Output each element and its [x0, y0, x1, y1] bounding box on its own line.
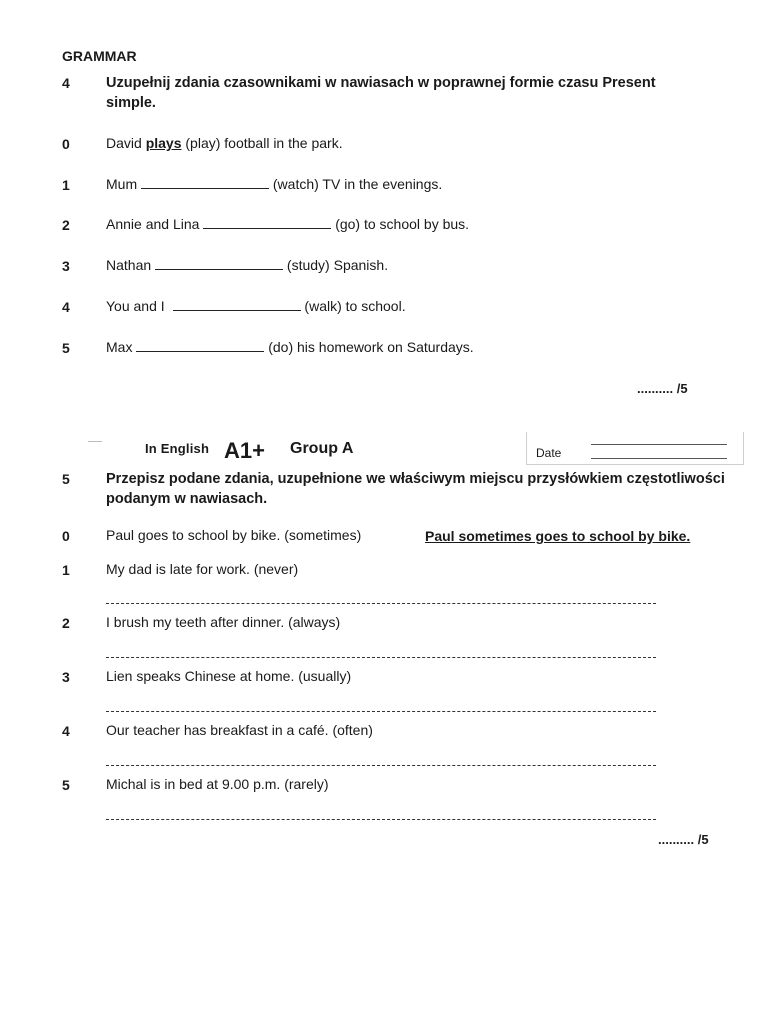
task-5-item-3-answer-line[interactable]: [106, 711, 656, 712]
answer-blank[interactable]: [155, 257, 283, 270]
task-5-number: 5: [62, 471, 70, 487]
task-4-item-1-number: 1: [62, 177, 70, 193]
item-text-after: (walk) to school.: [300, 298, 406, 314]
task-4-item-3: [106, 257, 388, 273]
task-5-item-2-sentence: I brush my teeth after dinner. (always): [106, 614, 341, 630]
item-text-after: (do) his homework on Saturdays.: [264, 339, 474, 355]
task-5-item-3-sentence: Lien speaks Chinese at home. (usually): [106, 668, 352, 684]
task-5-item-5-number: 5: [62, 777, 70, 793]
example-answer: plays: [145, 135, 182, 151]
item-text-after: (study) Spanish.: [283, 257, 389, 273]
task-4-score: .......... /5: [637, 381, 688, 396]
task-4-item-0: [106, 135, 343, 151]
item-text-before: Max: [106, 339, 137, 355]
task-5-item-5-answer-line[interactable]: [106, 819, 656, 820]
divider: [88, 441, 102, 442]
task-5-item-1-sentence: My dad is late for work. (never): [106, 561, 299, 577]
task-4-item-5-number: 5: [62, 340, 70, 356]
task-4-item-1: [106, 176, 442, 192]
level-label: A1+: [224, 438, 265, 463]
task-5-score: .......... /5: [658, 832, 709, 847]
item-text-after: (watch) TV in the evenings.: [269, 176, 443, 192]
task-5-item-1-answer-line[interactable]: [106, 603, 656, 604]
task-5-item-4-answer-line[interactable]: [106, 765, 656, 766]
task-4-item-3-number: 3: [62, 258, 70, 274]
task-4-item-4-number: 4: [62, 299, 70, 315]
task-4-item-0-number: 0: [62, 136, 70, 152]
item-text-after: (go) to school by bus.: [331, 216, 470, 232]
task-4-number: 4: [62, 75, 70, 91]
answer-blank[interactable]: [203, 216, 331, 229]
task-5-example-answer: Paul sometimes goes to school by bike.: [425, 528, 691, 544]
task-4-item-5: [106, 339, 474, 355]
task-4-item-2: [106, 216, 469, 232]
task-5-example-number: 0: [62, 528, 70, 544]
task-5-item-2-number: 2: [62, 615, 70, 631]
item-text-after: (play) football in the park.: [181, 135, 343, 151]
task-4-instruction: Uzupełnij zdania czasownikami w nawiasach w poprawnej formie czasu Present simple.: [106, 75, 656, 111]
date-box: [526, 432, 744, 465]
group-label: Group A: [290, 440, 354, 457]
task-4-item-4: [106, 298, 406, 314]
task-5-item-4-number: 4: [62, 723, 70, 739]
item-text-before: You and I: [106, 298, 169, 314]
task-4-item-2-number: 2: [62, 217, 70, 233]
section-title: GRAMMAR: [62, 48, 137, 64]
answer-blank[interactable]: [141, 176, 269, 189]
item-text-before: Nathan: [106, 257, 156, 273]
task-5-item-4-sentence: Our teacher has breakfast in a café. (often): [106, 722, 373, 738]
course-label: In English: [145, 441, 210, 456]
task-5-item-1-number: 1: [62, 562, 70, 578]
item-text-before: David: [106, 135, 146, 151]
date-line[interactable]: [591, 458, 727, 459]
task-5-instruction: Przepisz podane zdania, uzupełnione we właściwym miejscu przysłówkiem częstotliwości podanym w nawiasach.: [106, 471, 725, 507]
answer-blank[interactable]: [173, 298, 301, 311]
task-5-item-3-number: 3: [62, 669, 70, 685]
class-line[interactable]: [591, 444, 727, 445]
date-label: Date: [536, 446, 562, 460]
answer-blank[interactable]: [136, 339, 264, 352]
task-5-item-2-answer-line[interactable]: [106, 657, 656, 658]
worksheet-header: [88, 432, 744, 468]
item-text-before: Annie and Lina: [106, 216, 204, 232]
item-text-before: Mum: [106, 176, 141, 192]
task-5-example-sentence: Paul goes to school by bike. (sometimes): [106, 527, 362, 543]
task-5-item-5-sentence: Michal is in bed at 9.00 p.m. (rarely): [106, 776, 329, 792]
